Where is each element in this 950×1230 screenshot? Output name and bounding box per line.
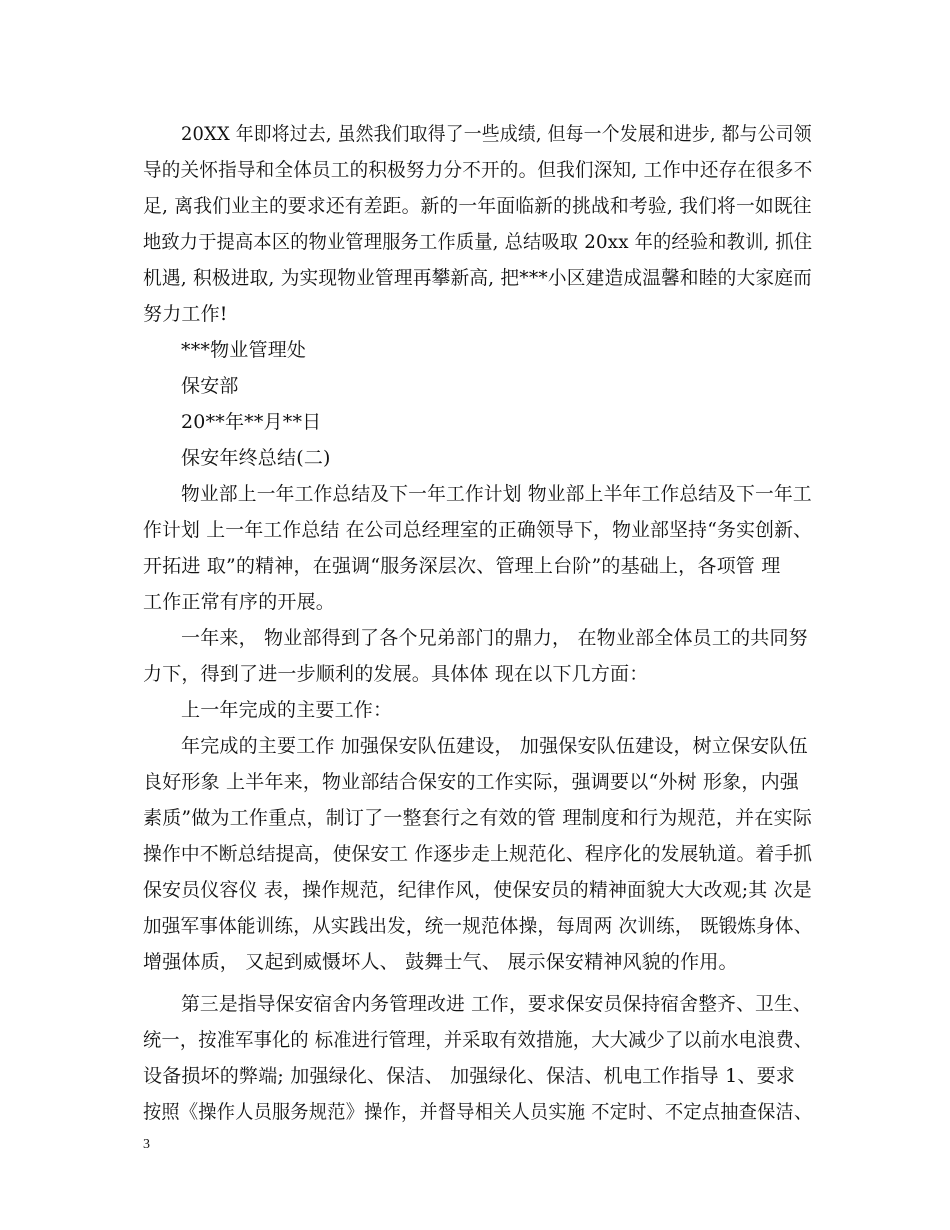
text-line: 力下，得到了进一步顺利的发展。具体体 现在以下几方面：: [143, 663, 649, 685]
signature-organization: ***物业管理处: [181, 339, 307, 361]
text-line: 物业部上一年工作总结及下一年工作计划 物业部上半年工作总结及下一年工: [181, 483, 812, 505]
text-line: 努力工作!: [143, 303, 228, 325]
text-line: 一年来， 物业部得到了各个兄弟部门的鼎力， 在物业部全体员工的共同努: [181, 627, 808, 649]
text-line: 20XX 年即将过去, 虽然我们取得了一些成绩, 但每一个发展和进步, 都与公司领: [181, 123, 812, 145]
text-line: 作计划 上一年工作总结 在公司总经理室的正确领导下，物业部坚持“务实创新、: [143, 519, 813, 541]
text-line: 年完成的主要工作 加强保安队伍建设， 加强保安队伍建设，树立保安队伍: [181, 735, 808, 757]
text-line: 保安员仪容仪 表，操作规范，纪律作风，使保安员的精神面貌大大改观;其 次是: [143, 879, 812, 901]
text-line: 素质”做为工作重点，制订了一整套行之有效的管 理制度和行为规范，并在实际: [143, 807, 812, 829]
text-line: 设备损坏的弊端; 加强绿化、保洁、 加强绿化、保洁、机电工作指导 1、要求: [143, 1065, 796, 1087]
text-line: 良好形象 上半年来，物业部结合保安的工作实际，强调要以“外树 形象，内强: [143, 771, 799, 793]
text-line: 按照《操作人员服务规范》操作，并督导相关人员实施 不定时、不定点抽查保洁、: [143, 1101, 813, 1123]
text-line: 机遇, 积极进取, 为实现物业管理再攀新高, 把***小区建造成温馨和睦的大家庭而: [143, 267, 812, 289]
page-number: 3: [143, 1137, 150, 1152]
text-line: 开拓进 取”的精神，在强调“服务深层次、管理上台阶”的基础上，各项管 理: [143, 555, 781, 577]
subsection-title: 上一年完成的主要工作：: [181, 699, 393, 721]
signature-date: 20**年**月**日: [181, 411, 322, 433]
text-line: 导的关怀指导和全体员工的积极努力分不开的。但我们深知, 工作中还存在很多不: [143, 159, 813, 181]
text-line: 增强体质， 又起到威慑坏人、 鼓舞士气、 展示保安精神风貌的作用。: [143, 951, 738, 973]
section-title: 保安年终总结(二): [181, 447, 331, 469]
signature-department: 保安部: [181, 375, 239, 397]
text-line: 第三是指导保安宿舍内务管理改进 工作，要求保安员保持宿舍整齐、卫生、: [181, 993, 812, 1015]
text-line: 地致力于提高本区的物业管理服务工作质量, 总结吸取 20xx 年的经验和教训, 抓住: [143, 231, 813, 253]
text-line: 加强军事体能训练，从实践出发，统一规范体操，每周两 次训练， 既锻炼身体、: [143, 915, 813, 937]
text-line: 操作中不断总结提高，使保安工 作逐步走上规范化、程序化的发展轨道。着手抓: [143, 843, 813, 865]
text-line: 足, 离我们业主的要求还有差距。新的一年面临新的挑战和考验, 我们将一如既往: [143, 195, 812, 217]
text-line: 工作正常有序的开展。: [143, 591, 336, 613]
text-line: 统一，按准军事化的 标准进行管理，并采取有效措施，大大减少了以前水电浪费、: [143, 1029, 813, 1051]
